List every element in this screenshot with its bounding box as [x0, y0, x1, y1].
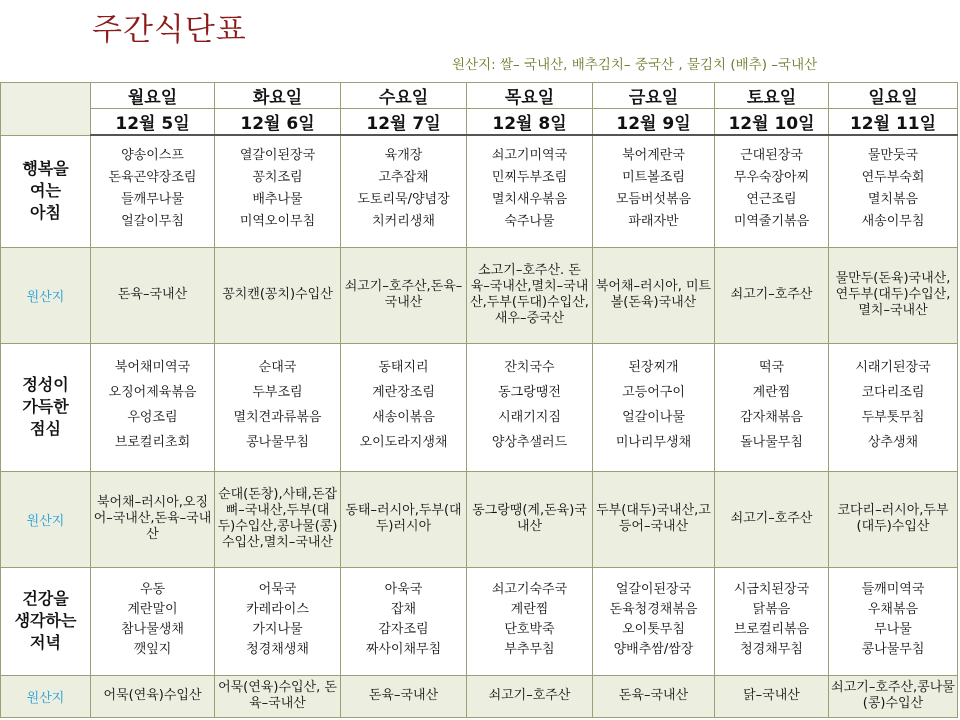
- dish-item: 콩나물무침: [861, 642, 925, 657]
- dish-item: 계란찜: [510, 602, 549, 617]
- dish-cell: [91, 567, 215, 675]
- meal-label-dinner: [1, 567, 91, 675]
- dish-cell: [715, 135, 829, 247]
- dish-cell: [467, 567, 593, 675]
- origin-cell: 동태–러시아,두부(대두)러시아: [341, 471, 467, 567]
- dish-item: 우채볶음: [867, 602, 919, 617]
- page-title: 주간식단표: [92, 12, 247, 48]
- dish-item: 북어계란국: [622, 148, 685, 164]
- dish-item: 동태지리: [378, 360, 429, 375]
- day-header: 월요일: [91, 83, 215, 109]
- origin-cell: 꽁치캔(꽁치)수입산: [215, 247, 341, 343]
- dish-item: 열갈이된장국: [239, 148, 316, 164]
- origin-cell: 쇠고기–호주산,콩나물(콩)수입산: [829, 675, 958, 717]
- dish-item: 닭볶음: [752, 602, 791, 617]
- origin-cell: 어묵(연육)수입산, 돈육–국내산: [215, 675, 341, 717]
- dish-cell: [215, 343, 341, 471]
- meal-label-line: 정성이: [22, 375, 69, 394]
- date-header: 12월 6일: [215, 109, 341, 136]
- day-header: 목요일: [467, 83, 593, 109]
- dish-item: 멸치새우볶음: [491, 192, 568, 208]
- dish-cell: [829, 343, 958, 471]
- origin-cell: 북어채–러시아, 미트볼(돈육)국내산: [593, 247, 715, 343]
- dish-item: 감자채볶음: [740, 410, 803, 425]
- date-header: 12월 5일: [91, 109, 215, 136]
- origin-cell: 쇠고기–호주산: [715, 471, 829, 567]
- dish-cell: [91, 135, 215, 247]
- meal-label-line: 저녁: [30, 633, 61, 652]
- dish-item: 코다리조림: [861, 385, 925, 400]
- dish-cell: [341, 135, 467, 247]
- dish-item: 감자조림: [378, 622, 429, 637]
- dish-item: 파래자반: [628, 214, 679, 230]
- dish-item: 얼갈이무침: [121, 214, 184, 230]
- dish-item: 상추생채: [867, 435, 919, 450]
- dish-item: 두부톳무침: [861, 410, 925, 425]
- dish-item: 쇠고기미역국: [491, 148, 568, 164]
- dish-item: 멸치볶음: [867, 192, 919, 208]
- day-header: 수요일: [341, 83, 467, 109]
- dish-item: 돈육곤약장조림: [108, 170, 197, 186]
- dish-item: 북어채미역국: [114, 360, 191, 375]
- dish-item: 고추잡채: [378, 170, 429, 186]
- dish-item: 가지나물: [252, 622, 303, 637]
- dish-item: 콩나물무침: [246, 435, 309, 450]
- corner-cell: [1, 83, 91, 136]
- dish-item: 브로컬리볶음: [733, 622, 810, 637]
- origin-note: 원산지: 쌀– 국내산, 배추김치– 중국산 , 물김치 (배추) –국내산: [452, 57, 818, 73]
- origin-cell: 쇠고기–호주산,돈육–국내산: [341, 247, 467, 343]
- meal-label-lunch: [1, 343, 91, 471]
- dish-item: 배추나물: [252, 192, 303, 208]
- dish-item: 새송이무침: [861, 214, 925, 230]
- dish-item: 돌나물무침: [740, 435, 803, 450]
- meal-label-line: 아침: [30, 203, 61, 222]
- dish-item: 얼갈이된장국: [615, 582, 692, 597]
- dish-item: 오이톳무침: [622, 622, 685, 637]
- dish-item: 아욱국: [384, 582, 423, 597]
- origin-cell: 쇠고기–호주산: [467, 675, 593, 717]
- dish-item: 계란말이: [127, 602, 178, 617]
- dish-item: 순대국: [258, 360, 297, 375]
- dish-cell: [91, 343, 215, 471]
- dish-item: 들깨무나물: [121, 192, 184, 208]
- day-header: 화요일: [215, 83, 341, 109]
- dish-cell: [341, 343, 467, 471]
- date-header: 12월 8일: [467, 109, 593, 136]
- dish-cell: [593, 135, 715, 247]
- day-header: 금요일: [593, 83, 715, 109]
- dish-cell: [593, 567, 715, 675]
- dish-item: 들깨미역국: [861, 582, 925, 597]
- day-header: 일요일: [829, 83, 958, 109]
- origin-label: 원산지: [1, 471, 91, 567]
- origin-cell: 돈육–국내산: [593, 675, 715, 717]
- dish-cell: [467, 135, 593, 247]
- date-header: 12월 11일: [829, 109, 958, 136]
- dish-item: 우동: [139, 582, 166, 597]
- dish-cell: [341, 567, 467, 675]
- dish-item: 참나물생채: [121, 622, 184, 637]
- origin-cell: 닭–국내산: [715, 675, 829, 717]
- dish-item: 미트볼조림: [622, 170, 685, 186]
- dish-item: 두부조림: [252, 385, 303, 400]
- meal-label-breakfast: [1, 135, 91, 247]
- dish-item: 우엉조림: [127, 410, 178, 425]
- dish-item: 부추무침: [504, 642, 555, 657]
- dish-item: 청경채무침: [740, 642, 803, 657]
- dish-cell: [215, 567, 341, 675]
- date-header: 12월 10일: [715, 109, 829, 136]
- meal-label-line: 여는: [30, 181, 61, 200]
- dish-item: 숙주나물: [504, 214, 555, 230]
- dish-cell: [829, 135, 958, 247]
- dish-cell: [467, 343, 593, 471]
- origin-label: 원산지: [1, 247, 91, 343]
- dish-item: 동그랑땡전: [498, 385, 561, 400]
- dish-item: 시래기지짐: [498, 410, 561, 425]
- meal-label-line: 행복을: [22, 159, 69, 178]
- origin-cell: 두부(대두)국내산,고등어–국내산: [593, 471, 715, 567]
- dish-item: 오이도라지생채: [359, 435, 448, 450]
- dish-item: 연근조림: [746, 192, 797, 208]
- dish-item: 치커리생채: [372, 214, 435, 230]
- dish-item: 어묵국: [258, 582, 297, 597]
- dish-item: 무우숙장아찌: [733, 170, 810, 186]
- dish-item: 근대된장국: [740, 148, 803, 164]
- origin-cell: 순대(돈창),사태,돈잡뼈–국내산,두부(대두)수입산,콩나물(콩)수입산,멸치–국내산: [215, 471, 341, 567]
- dish-cell: [715, 343, 829, 471]
- dish-item: 된장찌개: [628, 360, 679, 375]
- day-header: 토요일: [715, 83, 829, 109]
- dish-item: 미역오이무침: [239, 214, 316, 230]
- origin-cell: 코다리–러시아,두부(대두)수입산: [829, 471, 958, 567]
- dish-item: 민찌두부조림: [491, 170, 568, 186]
- dish-item: 얼갈이나물: [622, 410, 685, 425]
- dish-item: 잡채: [390, 602, 417, 617]
- dish-item: 모듬버섯볶음: [615, 192, 692, 208]
- dish-item: 고등어구이: [622, 385, 685, 400]
- dish-item: 꽁치조림: [252, 170, 303, 186]
- dish-item: 도토리묵/양념장: [357, 192, 450, 208]
- dish-item: 양상추샐러드: [491, 435, 568, 450]
- dish-item: 멸치견과류볶음: [233, 410, 322, 425]
- dish-item: 단호박죽: [504, 622, 555, 637]
- meal-label-line: 건강을: [22, 589, 69, 608]
- dish-item: 짜사이채무침: [365, 642, 442, 657]
- dish-item: 미역줄기볶음: [733, 214, 810, 230]
- dish-item: 양송이스프: [121, 148, 184, 164]
- dish-item: 브로컬리초회: [114, 435, 191, 450]
- origin-cell: 어묵(연육)수입산: [91, 675, 215, 717]
- dish-item: 오징어제육볶음: [108, 385, 197, 400]
- dish-item: 연두부숙회: [861, 170, 925, 186]
- dish-item: 양배추쌈/쌈장: [613, 642, 694, 657]
- dish-item: 계란장조림: [372, 385, 435, 400]
- dish-item: 시래기된장국: [855, 360, 931, 375]
- dish-item: 무나물: [874, 622, 912, 637]
- dish-cell: [829, 567, 958, 675]
- origin-cell: 쇠고기–호주산: [715, 247, 829, 343]
- meal-label-line: 가득한: [22, 397, 69, 416]
- meal-label-line: 생각하는: [14, 611, 77, 630]
- dish-item: 떡국: [758, 360, 785, 375]
- dish-item: 미나리무생채: [615, 435, 692, 450]
- origin-cell: 돈육–국내산: [91, 247, 215, 343]
- date-header: 12월 9일: [593, 109, 715, 136]
- origin-cell: 돈육–국내산: [341, 675, 467, 717]
- date-header: 12월 7일: [341, 109, 467, 136]
- dish-item: 물만둣국: [867, 148, 919, 164]
- dish-cell: [715, 567, 829, 675]
- origin-cell: 동그랑땡(계,돈육)국내산: [467, 471, 593, 567]
- dish-cell: [593, 343, 715, 471]
- origin-label: 원산지: [1, 675, 91, 717]
- dish-item: 새송이볶음: [372, 410, 435, 425]
- dish-item: 카레라이스: [246, 602, 309, 617]
- weekly-menu-table: [0, 82, 958, 718]
- dish-item: 계란찜: [752, 385, 791, 400]
- dish-item: 청경채생채: [246, 642, 309, 657]
- dish-item: 시금치된장국: [733, 582, 810, 597]
- dish-item: 깻잎지: [133, 642, 172, 657]
- origin-cell: 소고기–호주산. 돈육–국내산,멸치–국내산,두부(두대)수입산,새우–중국산: [467, 247, 593, 343]
- dish-item: 육개장: [384, 148, 423, 164]
- dish-item: 돈육청경채볶음: [609, 602, 698, 617]
- dish-item: 쇠고기숙주국: [491, 582, 568, 597]
- meal-label-line: 점심: [30, 419, 61, 438]
- dish-item: 잔치국수: [504, 360, 555, 375]
- origin-cell: 물만두(돈육)국내산,연두부(대두)수입산,멸치–국내산: [829, 247, 958, 343]
- dish-cell: [215, 135, 341, 247]
- origin-cell: 북어채–러시아,오징어–국내산,돈육–국내산: [91, 471, 215, 567]
